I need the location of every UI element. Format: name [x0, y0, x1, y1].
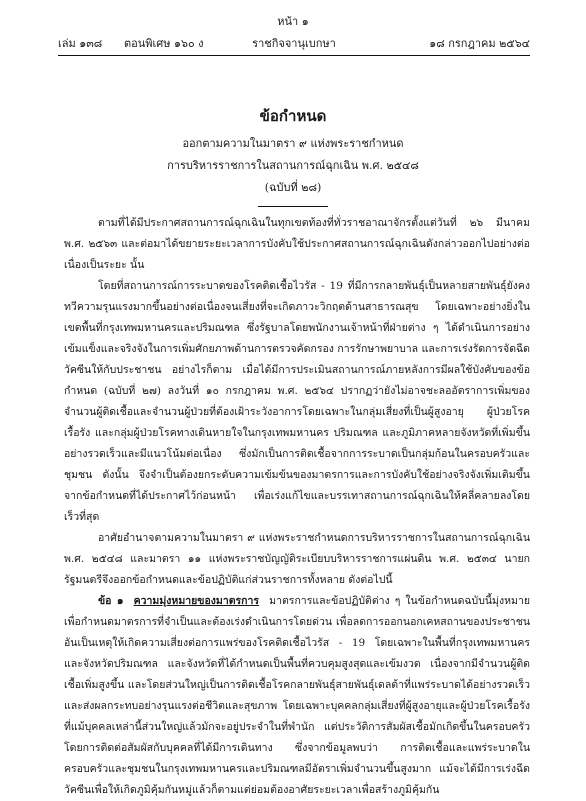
header-divider — [58, 55, 530, 56]
rationale-paragraph: โดยที่สถานการณ์การระบาดของโรคติดเชื้อไวรัส - 19 ที่มีการกลายพันธุ์เป็นหลายสายพันธุ์ยังคงทวีความรุนแรงมากขึ้นอย่างต่อเนื่องจนเสี่ยงที่จะเกิดภาวะวิกฤตด้านสาธารณสุข โดยเฉพาะอย่างยิ่งในเขตพื้นที่กรุงเทพมหานครและปริมณฑล ซึ่งรัฐบาลโดยพนักงานเจ้าหน้าที่ฝ่ายต่าง ๆ ได้ดำเนินการอย่างเข้มแข็งและจริงจังในการเพิ่มศักยภาพด้านการตรวจคัดกรอง การรักษาพยาบาล และการเร่งรัดการจัดฉีดวัคซีนให้กับประชาชน อย่างไรก็ตาม เมื่อได้มีการประเมินสถานการณ์ภายหลังการมีผลใช้บังคับของข้อกำหนด (ฉบับที่ ๒๗) ลงวันที่ ๑๐ กรกฎาคม พ.ศ. ๒๕๖๔ ปรากฏว่ายังไม่อาจชะลออัตราการเพิ่มของจำนวนผู้ติดเชื้อและจำนวนผู้ป่วยที่ต้องเฝ้าระวังอาการโดยเฉพาะในกลุ่มเสี่ยงที่เป็นผู้สูงอายุ ผู้ป่วยโรคเรื้อรัง และกลุ่มผู้ป่วยโรคทางเดินหายใจในกรุงเทพมหานคร ปริมณฑล และภูมิภาคหลายจังหวัดที่เพิ่มขึ้นอย่างรวดเร็วและมีแนวโน้มต่อเนื่อง ซึ่งมักเป็นการติดเชื้อจากการระบาดเป็นกลุ่มก้อนในครอบครัวและชุมชน ดังนั้น จึงจำเป็นต้องยกระดับความเข้มข้นของมาตรการและการบังคับใช้อย่างจริงจังเพิ่มเติมขึ้นจากข้อกำหนดที่ได้ประกาศไว้ก่อนหน้า เพื่อเร่งแก้ไขและบรรเทาสถานการณ์ฉุกเฉินให้คลี่คลายลงโดยเร็วที่สุด — [64, 280, 530, 523]
document-subtitle-line-2: การบริหารราชการในสถานการณ์ฉุกเฉิน พ.ศ. ๒๕๔๘ — [167, 159, 419, 172]
gazette-header — [58, 34, 530, 50]
article-1-paragraph — [64, 591, 530, 801]
document-subtitle-line-1: ออกตามความในมาตรา ๙ แห่งพระราชกำหนด — [182, 137, 404, 150]
page-number: หน้า ๑ — [277, 15, 309, 28]
preamble-paragraph: ตามที่ได้มีประกาศสถานการณ์ฉุกเฉินในทุกเขตท้องที่ทั่วราชอาณาจักรตั้งแต่วันที่ ๒๖ มีนาคม พ.ศ. ๒๕๖๓ และต่อมาได้ขยายระยะเวลาการบังคับใช้ประกาศสถานการณ์ฉุกเฉินดังกล่าวออกไปอย่างต่อเนื่องเป็นระยะ นั้น — [64, 217, 530, 271]
gazette-issue: ตอนพิเศษ ๑๖๐ ง — [124, 37, 204, 50]
title-divider — [258, 206, 328, 207]
article-1-title: ความมุ่งหมายของมาตรการ — [133, 595, 260, 607]
gazette-date: ๑๘ กรกฎาคม ๒๕๖๔ — [429, 37, 530, 50]
gazette-volume: เล่ม ๑๓๘ — [58, 37, 103, 50]
gazette-publication-name: ราชกิจจานุเบกษา — [252, 37, 336, 50]
document-edition: (ฉบับที่ ๒๘) — [264, 181, 322, 194]
authority-paragraph: อาศัยอำนาจตามความในมาตรา ๙ แห่งพระราชกำหนดการบริหารราชการในสถานการณ์ฉุกเฉิน พ.ศ. ๒๕๔๘ และมาตรา ๑๑ แห่งพระราชบัญญัติระเบียบบริหารราชการแผ่นดิน พ.ศ. ๒๕๓๔ นายกรัฐมนตรีจึงออกข้อกำหนดและข้อปฏิบัติแก่ส่วนราชการทั้งหลาย ดังต่อไปนี้ — [64, 532, 530, 586]
article-1-text: มาตรการและข้อปฏิบัติต่าง ๆ ในข้อกำหนดฉบับนี้มุ่งหมายเพื่อกำหนดมาตรการที่จำเป็นและต้องเร่งดำเนินการโดยด่วน เพื่อลดการออกนอกเคหสถานของประชาชนอันเป็นเหตุให้เกิดความเสี่ยงต่อการแพร่ของโรคติดเชื้อไวรัส - 19 โดยเฉพาะในพื้นที่กรุงเทพมหานครและจังหวัดปริมณฑล และจังหวัดที่ได้กำหนดเป็นพื้นที่ควบคุมสูงสุดและเข้มงวด เนื่องจากมีจำนวนผู้ติดเชื้อเพิ่มสูงขึ้น และโดยส่วนใหญ่เป็นการติดเชื้อโรคกลายพันธุ์สายพันธุ์เดลต้าที่แพร่ระบาดได้อย่างรวดเร็วและส่งผลกระทบอย่างรุนแรงต่อชีวิตและสุขภาพ โดยเฉพาะบุคคลกลุ่มเสี่ยงที่ผู้สูงอายุและผู้ป่วยโรคเรื้อรังที่แม้บุคคลเหล่านี้ส่วนใหญ่แล้วมักจะอยู่ประจำในที่พำนัก แต่ประวัติการสัมผัสเชื้อมักเกิดขึ้นในครอบครัว โดยการติดต่อสัมผัสกับบุคคลที่ได้มีการเดินทาง ซึ่งจากข้อมูลพบว่า การติดเชื้อและแพร่ระบาดในครอบครัวและชุมชนในกรุงเทพมหานครและปริมณฑลมีอัตราเพิ่มจำนวนขึ้นสูงมาก แม้จะได้มีการเร่งฉีดวัคซีนเพื่อให้เกิดภูมิคุ้มกันหมู่แล้วก็ตามแต่ย่อมต้องอาศัยระยะเวลาเพื่อสร้างภูมิคุ้มกัน — [64, 595, 530, 796]
document-body — [64, 213, 530, 801]
article-1-label: ข้อ ๑ — [98, 595, 124, 607]
document-title: ข้อกำหนด — [259, 107, 327, 125]
